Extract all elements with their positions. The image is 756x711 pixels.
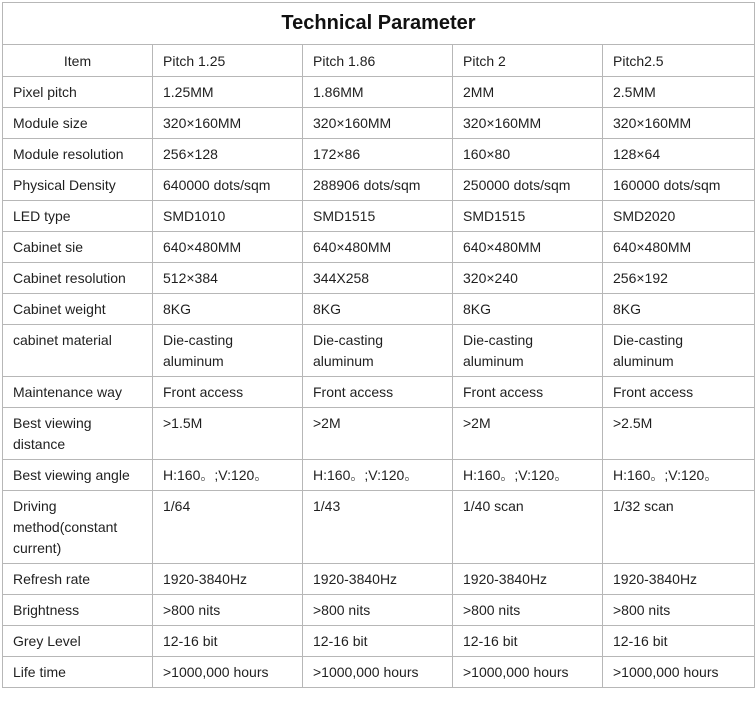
value-cell: >1000,000 hours: [603, 657, 755, 688]
value-cell: 250000 dots/sqm: [453, 170, 603, 201]
table-row: [3, 626, 755, 657]
value-cell: 1920-3840Hz: [303, 564, 453, 595]
value-cell: 288906 dots/sqm: [303, 170, 453, 201]
table-header-row: [3, 45, 755, 77]
row-label-cell: Physical Density: [3, 170, 153, 201]
technical-parameter-table: [2, 2, 755, 688]
value-cell: 640×480MM: [603, 232, 755, 263]
value-cell: Front access: [303, 377, 453, 408]
value-cell: Front access: [453, 377, 603, 408]
row-label-cell: Brightness: [3, 595, 153, 626]
value-cell: 640×480MM: [453, 232, 603, 263]
value-cell: 1/32 scan: [603, 491, 755, 564]
table-row: [3, 170, 755, 201]
row-label-cell: Life time: [3, 657, 153, 688]
table-title-row: [3, 3, 755, 45]
value-cell: 1.25MM: [153, 77, 303, 108]
value-cell: H:160。;V:120。: [153, 460, 303, 491]
value-cell: 256×192: [603, 263, 755, 294]
table-row: [3, 377, 755, 408]
table-row: [3, 460, 755, 491]
value-cell: 640000 dots/sqm: [153, 170, 303, 201]
value-cell: 320×160MM: [453, 108, 603, 139]
value-cell: 8KG: [153, 294, 303, 325]
header-cell-pitch-2-5: Pitch2.5: [603, 45, 755, 77]
table-row: [3, 139, 755, 170]
value-cell: >1000,000 hours: [153, 657, 303, 688]
value-cell: 512×384: [153, 263, 303, 294]
table-body: [3, 77, 755, 688]
value-cell: H:160。;V:120。: [453, 460, 603, 491]
table-row: [3, 294, 755, 325]
value-cell: >800 nits: [153, 595, 303, 626]
row-label-cell: Cabinet weight: [3, 294, 153, 325]
value-cell: 160000 dots/sqm: [603, 170, 755, 201]
row-label-cell: Cabinet resolution: [3, 263, 153, 294]
value-cell: Die-casting aluminum: [453, 325, 603, 377]
value-cell: Die-casting aluminum: [303, 325, 453, 377]
value-cell: >2M: [303, 408, 453, 460]
value-cell: 320×160MM: [303, 108, 453, 139]
row-label-cell: Best viewing distance: [3, 408, 153, 460]
table-row: [3, 657, 755, 688]
row-label-cell: Refresh rate: [3, 564, 153, 595]
value-cell: 1920-3840Hz: [153, 564, 303, 595]
value-cell: >800 nits: [303, 595, 453, 626]
table-row: [3, 564, 755, 595]
value-cell: >2.5M: [603, 408, 755, 460]
header-cell-pitch-2: Pitch 2: [453, 45, 603, 77]
value-cell: 160×80: [453, 139, 603, 170]
value-cell: 1920-3840Hz: [453, 564, 603, 595]
value-cell: 1/43: [303, 491, 453, 564]
value-cell: SMD1515: [303, 201, 453, 232]
value-cell: 12-16 bit: [153, 626, 303, 657]
table-title: Technical Parameter: [3, 3, 755, 45]
value-cell: 2MM: [453, 77, 603, 108]
value-cell: 1.86MM: [303, 77, 453, 108]
value-cell: 8KG: [603, 294, 755, 325]
table-row: [3, 263, 755, 294]
value-cell: 640×480MM: [153, 232, 303, 263]
value-cell: 8KG: [303, 294, 453, 325]
header-cell-item: Item: [3, 45, 153, 77]
value-cell: >2M: [453, 408, 603, 460]
value-cell: Die-casting aluminum: [603, 325, 755, 377]
value-cell: >1000,000 hours: [453, 657, 603, 688]
row-label-cell: Grey Level: [3, 626, 153, 657]
row-label-cell: Module resolution: [3, 139, 153, 170]
value-cell: 1920-3840Hz: [603, 564, 755, 595]
value-cell: 172×86: [303, 139, 453, 170]
value-cell: Front access: [603, 377, 755, 408]
table-row: [3, 491, 755, 564]
table-row: [3, 232, 755, 263]
row-label-cell: Driving method(constant current): [3, 491, 153, 564]
row-label-cell: Maintenance way: [3, 377, 153, 408]
value-cell: H:160。;V:120。: [303, 460, 453, 491]
value-cell: Die-casting aluminum: [153, 325, 303, 377]
value-cell: 12-16 bit: [303, 626, 453, 657]
value-cell: 8KG: [453, 294, 603, 325]
table-row: [3, 77, 755, 108]
value-cell: 256×128: [153, 139, 303, 170]
value-cell: 12-16 bit: [453, 626, 603, 657]
value-cell: 1/64: [153, 491, 303, 564]
value-cell: >800 nits: [603, 595, 755, 626]
table-row: [3, 108, 755, 139]
value-cell: SMD1515: [453, 201, 603, 232]
value-cell: 12-16 bit: [603, 626, 755, 657]
row-label-cell: LED type: [3, 201, 153, 232]
row-label-cell: Cabinet sie: [3, 232, 153, 263]
value-cell: H:160。;V:120。: [603, 460, 755, 491]
value-cell: >1.5M: [153, 408, 303, 460]
row-label-cell: Best viewing angle: [3, 460, 153, 491]
value-cell: 2.5MM: [603, 77, 755, 108]
value-cell: >1000,000 hours: [303, 657, 453, 688]
value-cell: SMD2020: [603, 201, 755, 232]
value-cell: 640×480MM: [303, 232, 453, 263]
row-label-cell: cabinet material: [3, 325, 153, 377]
header-cell-pitch-1-86: Pitch 1.86: [303, 45, 453, 77]
value-cell: 344X258: [303, 263, 453, 294]
value-cell: 320×240: [453, 263, 603, 294]
value-cell: Front access: [153, 377, 303, 408]
value-cell: >800 nits: [453, 595, 603, 626]
value-cell: 320×160MM: [603, 108, 755, 139]
header-cell-pitch-1-25: Pitch 1.25: [153, 45, 303, 77]
value-cell: SMD1010: [153, 201, 303, 232]
row-label-cell: Module size: [3, 108, 153, 139]
value-cell: 128×64: [603, 139, 755, 170]
table-row: [3, 201, 755, 232]
table-row: [3, 408, 755, 460]
value-cell: 320×160MM: [153, 108, 303, 139]
row-label-cell: Pixel pitch: [3, 77, 153, 108]
table-row: [3, 325, 755, 377]
value-cell: 1/40 scan: [453, 491, 603, 564]
table-row: [3, 595, 755, 626]
